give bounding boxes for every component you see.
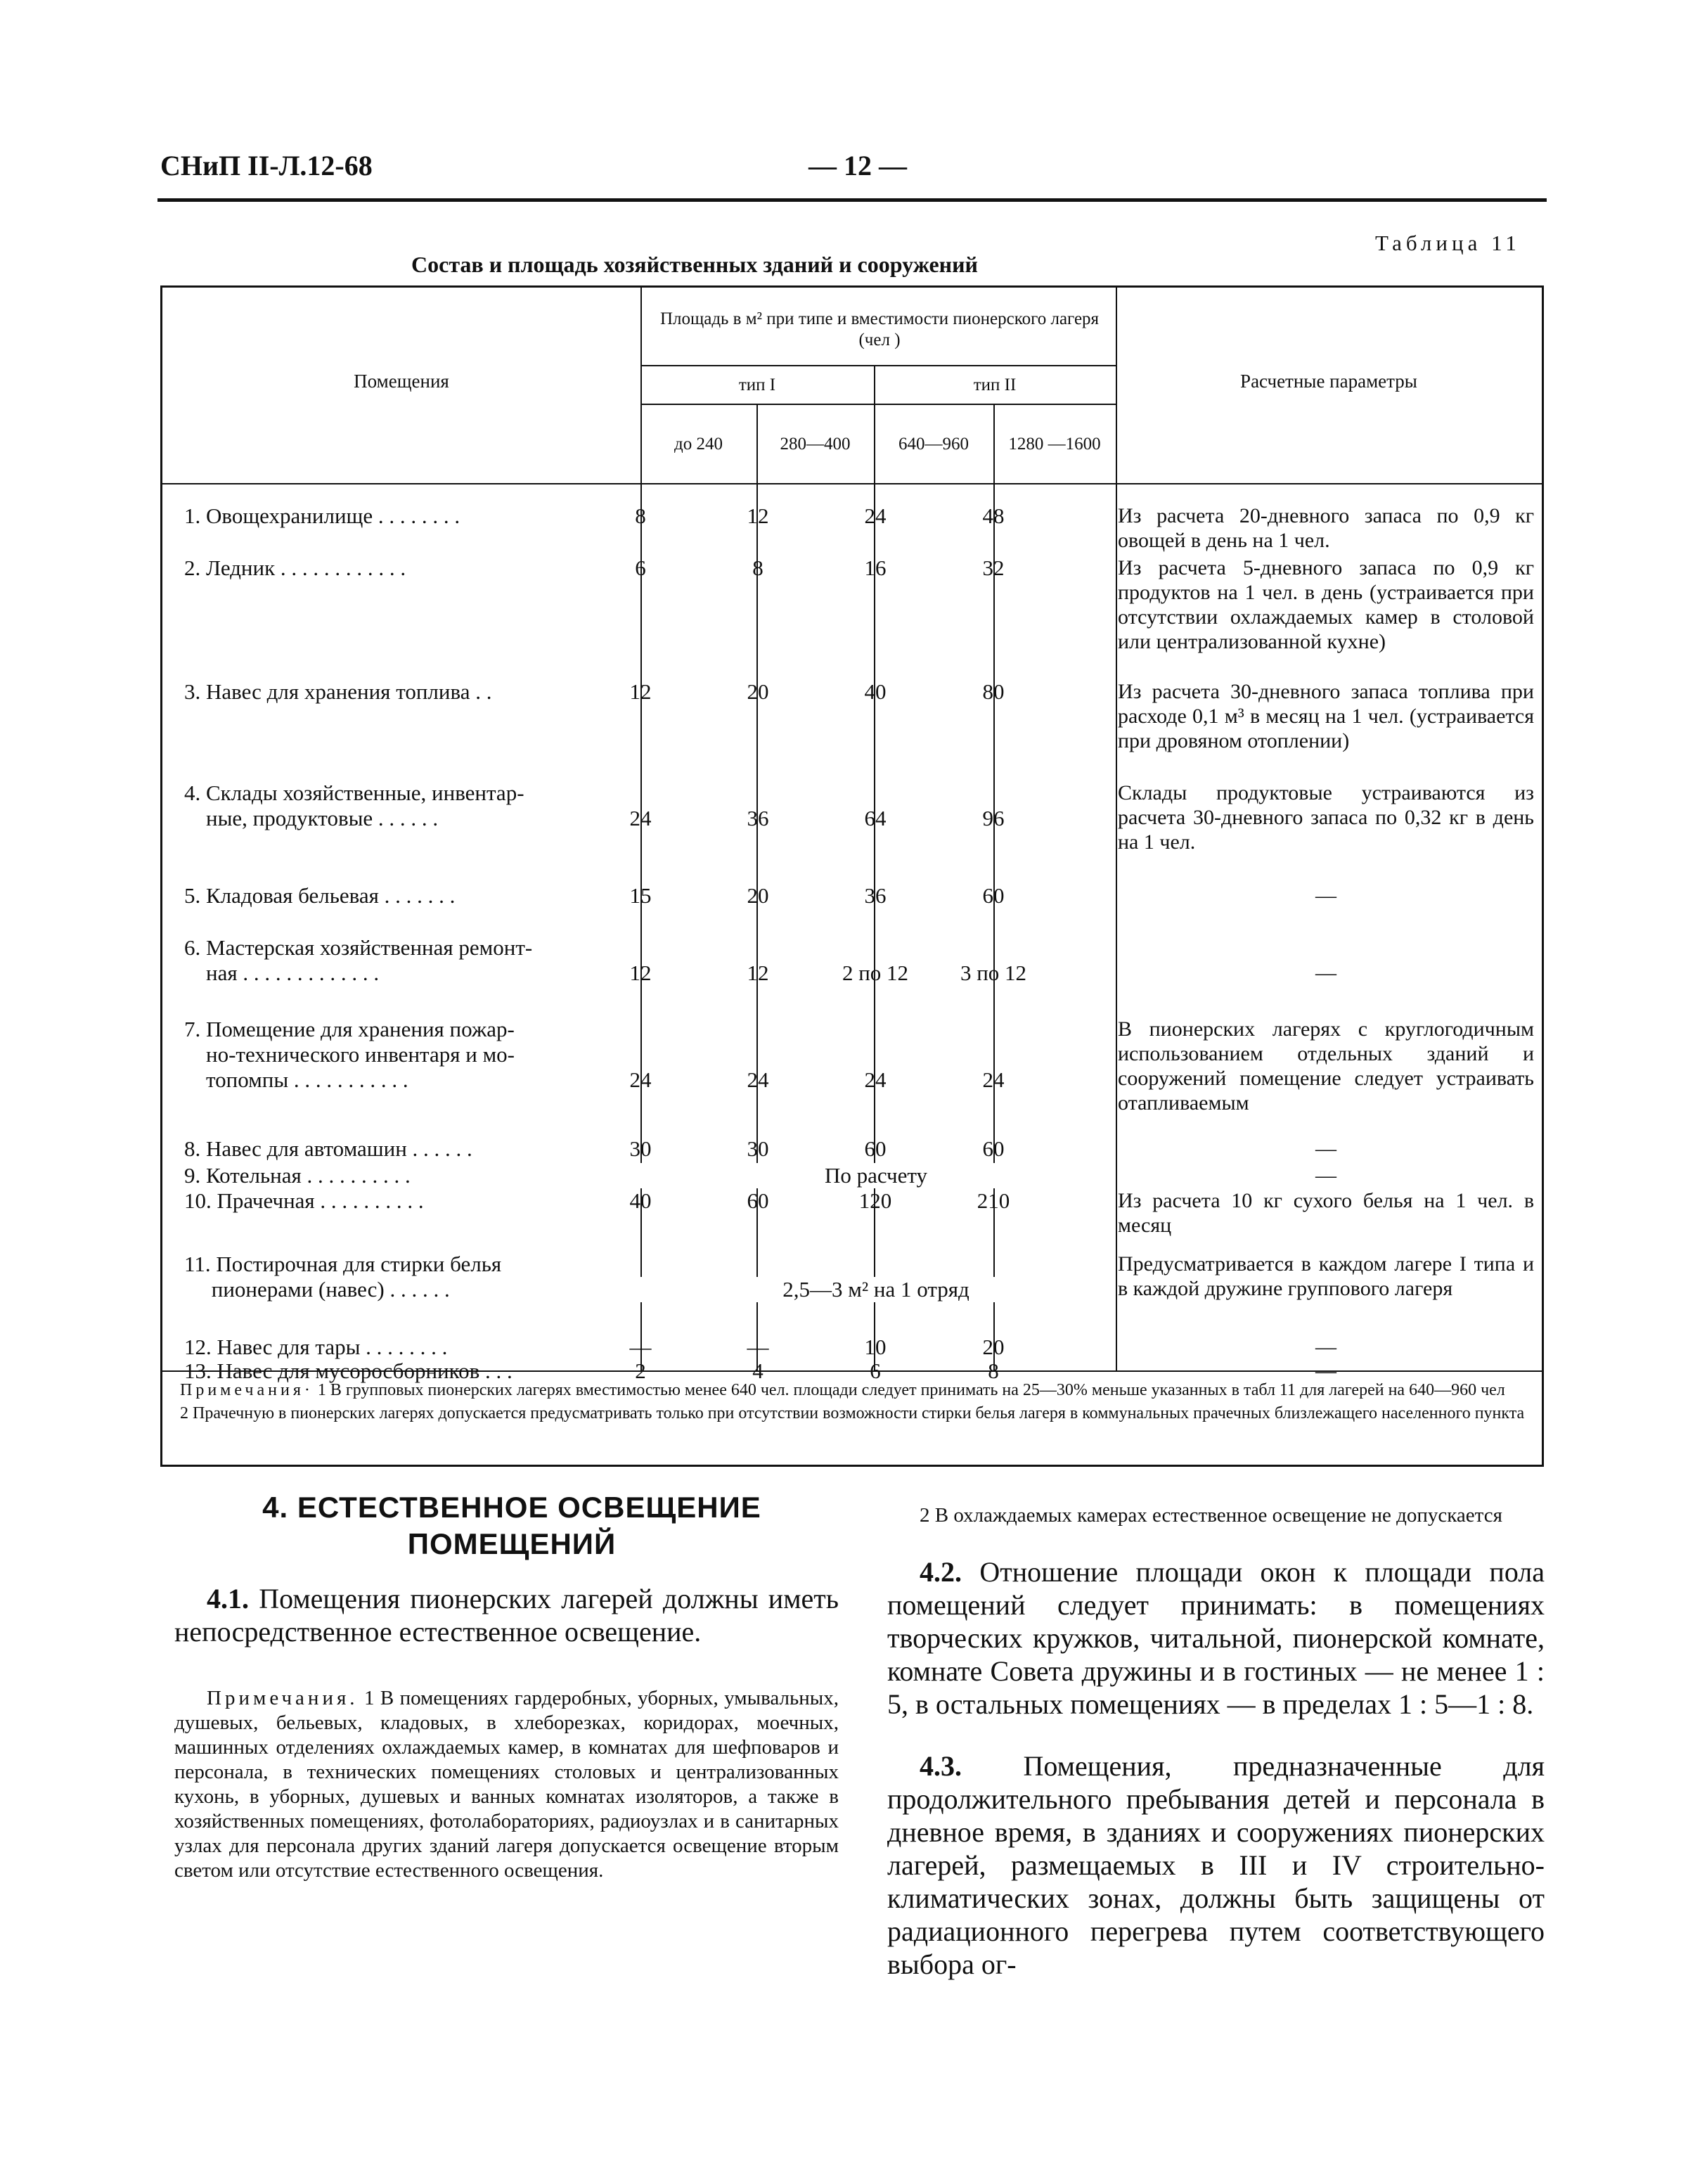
table-notes: [180, 1380, 1530, 1425]
row-4-value-1: 24: [629, 806, 652, 830]
row-3-value-3: 40: [864, 679, 887, 704]
row-2-value-1: 6: [635, 555, 646, 580]
row-12-value-3: 10: [864, 1335, 887, 1359]
paragraph-4-2: 4.2. Отношение площади окон к площади пола помещений следует принимать: в помещениях творческих кружков, читальной, пионерской комнате, комнате Совета дружины и в гостиных — не менее 1 : 5, в остальных помещениях — в пределах 1 : 5—1 : 8.: [887, 1556, 1545, 1720]
row-10-param: Из расчета 10 кг сухого белья на 1 чел. в месяц: [1118, 1189, 1534, 1237]
row-3-value-1: 12: [629, 679, 652, 704]
row-13-value-2: 4: [752, 1358, 764, 1383]
row-5-param: —: [1315, 884, 1336, 907]
row-13-value-1: 2: [635, 1358, 646, 1383]
row-7-value-4: 24: [982, 1067, 1005, 1092]
paragraph-4-3: 4.3. Помещения, предназначенные для продолжительного пребывания детей и персонала в дневное время, в зданиях и сооружениях пионерских лагерей, размещаемых в III и IV строительно-климатических зонах, должны быть защищены от радиационного перегрева путем соответствующего выбора ог-: [887, 1750, 1545, 1980]
row-7-value-1: 24: [629, 1067, 652, 1092]
row-8-value-1: 30: [629, 1136, 652, 1161]
row-name-13: 13. Навес для мусоросборников . . .: [184, 1358, 513, 1383]
row-6-param: —: [1315, 961, 1336, 984]
page-number: — 12 —: [808, 150, 907, 181]
header-split-area: [640, 365, 1116, 366]
table-label: Таблица 11: [1375, 231, 1521, 255]
row-8-value-4: 60: [982, 1136, 1005, 1161]
row-12-value-2: —: [747, 1335, 769, 1359]
row-1-param: Из расчета 20-дневного запаса по 0,9 кг овощей в день на 1 чел.: [1118, 504, 1534, 552]
row-6-value-3: 2 по 12: [842, 961, 909, 985]
section-note-2: 2 В охлаждаемых камерах естественное освещение не допускается: [920, 1504, 1502, 1527]
header-bottom-rule: [162, 483, 1542, 484]
paragraph-4-1: 4.1. Помещения пионерских лагерей должны иметь непосредственное естественное освещение.: [174, 1583, 839, 1647]
row-9-param: —: [1315, 1164, 1336, 1187]
header-params: Расчетные параметры: [1240, 371, 1417, 392]
row-3-param: Из расчета 30-дневного запаса топлива при расходе 0,1 м³ в месяц на 1 чел. (устраивается при дровяном отоплении): [1118, 680, 1534, 752]
row-name-3: 3. Навес для хранения топлива . .: [184, 679, 492, 704]
row-5-value-1: 15: [629, 883, 652, 908]
row-6-value-2: 12: [747, 961, 769, 985]
header-rooms: Помещения: [354, 371, 449, 392]
row-12-value-4: 20: [982, 1335, 1005, 1359]
table-title: Состав и площадь хозяйственных зданий и сооружений: [411, 252, 978, 277]
table-note-2: 2 Прачечную в пионерских лагерях допускается предусматривать только при отсутствии возможности стирки белья лагеря в коммунальных прачечных близлежащего населенного пункта: [180, 1404, 1525, 1422]
row-6-value-4: 3 по 12: [960, 961, 1027, 985]
row-7-param: В пионерских лагерях с круглогодичным использованием отдельных зданий и сооружений помещение следует устраивать отапливаемым: [1118, 1017, 1534, 1115]
header-sub-1: до 240: [674, 435, 723, 454]
row-1-value-3: 24: [864, 503, 887, 528]
row-7-value-2: 24: [747, 1067, 769, 1092]
col-divider-params: [1116, 288, 1117, 1370]
row-2-value-4: 32: [982, 555, 1005, 580]
row-4-value-2: 36: [747, 806, 769, 830]
row-name-5: 5. Кладовая бельевая . . . . . . .: [184, 883, 456, 908]
header-split-types: [640, 404, 1116, 405]
row-4-param: Склады продуктовые устраиваются из расчета 30-дневного запаса по 0,32 кг в день на 1 чел.: [1118, 781, 1534, 854]
row-2-value-2: 8: [752, 555, 764, 580]
row-5-value-2: 20: [747, 883, 769, 908]
row-4-value-4: 96: [982, 806, 1005, 830]
row-12-value-1: —: [629, 1335, 652, 1359]
row-name-1: 1. Овощехранилище . . . . . . . .: [184, 503, 460, 528]
row-10-value-2: 60: [747, 1188, 769, 1213]
header-area: Площадь в м² при типе и вместимости пионерского лагеря (чел ): [659, 309, 1100, 349]
row-8-param: —: [1315, 1137, 1336, 1160]
row-5-value-3: 36: [864, 883, 887, 908]
row-2-param: Из расчета 5-дневного запаса по 0,9 кг продуктов на 1 чел. в день (устраивается при отсутствии охлаждаемых камер в столовой или централизованной кухне): [1118, 556, 1534, 653]
row-10-value-3: 120: [858, 1188, 892, 1213]
document-code: СНиП II-Л.12-68: [160, 150, 373, 181]
row-4-value-3: 64: [864, 806, 887, 830]
row-10-value-4: 210: [977, 1188, 1010, 1213]
row-name-4: 4. Склады хозяйственные, инвентар- ные, продуктовые . . . . . .: [184, 781, 524, 830]
row-8-value-3: 60: [864, 1136, 887, 1161]
row-name-7: 7. Помещение для хранения пожар- но-технического инвентаря и мо- топомпы . . . . . . . . . . .: [184, 1017, 515, 1092]
row-13-param: —: [1315, 1359, 1336, 1382]
header-sub-3: 640—960: [898, 435, 969, 454]
row-12-param: —: [1315, 1335, 1336, 1358]
row-name-2: 2. Ледник . . . . . . . . . . . .: [184, 555, 406, 580]
row-13-value-3: 6: [870, 1358, 881, 1383]
row-name-8: 8. Навес для автомашин . . . . . .: [184, 1136, 472, 1161]
row-3-value-2: 20: [747, 679, 769, 704]
row-7-value-3: 24: [864, 1067, 887, 1092]
row-2-value-3: 16: [864, 555, 887, 580]
row-13-value-4: 8: [988, 1358, 999, 1383]
row-10-value-1: 40: [629, 1188, 652, 1213]
row-9-merged-value: По расчету: [640, 1163, 1112, 1188]
row-11-merged-value: 2,5—3 м² на 1 отряд: [640, 1277, 1112, 1302]
row-name-6: 6. Мастерская хозяйственная ремонт- ная . . . . . . . . . . . . .: [184, 935, 533, 985]
row-1-value-4: 48: [982, 503, 1005, 528]
row-5-value-4: 60: [982, 883, 1005, 908]
row-6-value-1: 12: [629, 961, 652, 985]
header-rule: [157, 198, 1547, 202]
row-3-value-4: 80: [982, 679, 1005, 704]
header-type2: тип II: [973, 375, 1017, 394]
row-1-value-1: 8: [635, 503, 646, 528]
row-8-value-2: 30: [747, 1136, 769, 1161]
row-1-value-2: 12: [747, 503, 769, 528]
header-sub-2: 280—400: [780, 435, 851, 454]
row-name-11: 11. Постирочная для стирки белья пионерами (навес) . . . . . .: [184, 1252, 502, 1302]
row-name-12: 12. Навес для тары . . . . . . . .: [184, 1335, 448, 1359]
table-note-1: Примечания· 1 В групповых пионерских лагерях вместимостью менее 640 чел. площади следует принимать на 25—30% меньше указанных в табл 11 для лагерей на 640—960 чел: [180, 1381, 1505, 1399]
section-note-1: Примечания. 1 В помещениях гардеробных, уборных, умывальных, душевых, бельевых, кладовых, в хлеборезках, коридорах, моечных, машинных отделениях охлаждаемых камер, в комнатах для шефповаров и персонала, в технических помещениях столовых и централизованных кухонь, в уборных, душевых и ванных комнатах изоляторов, а также в хозяйственных помещениях, фотолабораториях, радиоузлах и в санитарных узлах для персонала других зданий лагеря допускается освещение вторым светом или отсутствие естественного освещения.: [174, 1687, 839, 1882]
header-type1: тип I: [738, 375, 776, 394]
row-name-9: 9. Котельная . . . . . . . . . .: [184, 1163, 411, 1188]
section-title: 4. ЕСТЕСТВЕННОЕ ОСВЕЩЕНИЕ ПОМЕЩЕНИЙ: [262, 1491, 761, 1560]
row-name-10: 10. Прачечная . . . . . . . . . .: [184, 1188, 424, 1213]
header-sub-4: 1280 —1600: [1008, 435, 1101, 454]
row-11-param: Предусматривается в каждом лагере I типа и в каждой дружине группового лагеря: [1118, 1252, 1534, 1300]
